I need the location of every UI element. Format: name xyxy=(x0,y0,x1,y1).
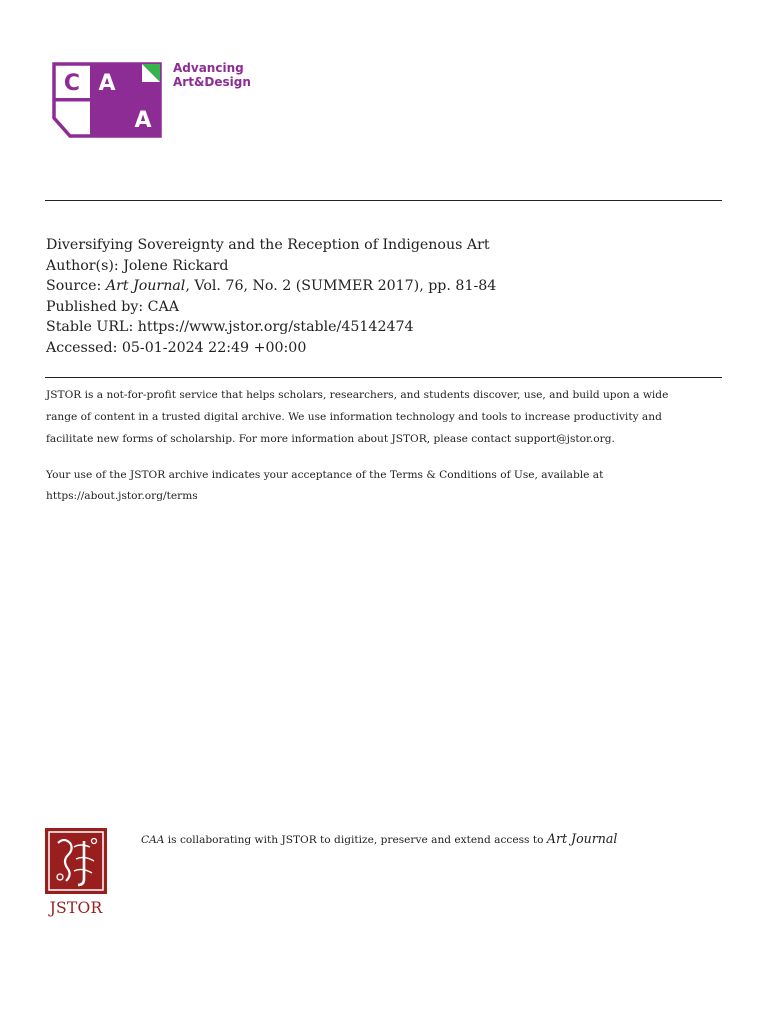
jstor-about-line-2: range of content in a trusted digital archive. We use information technology and tools to increase productivity and xyxy=(46,411,662,423)
jstor-wordmark: JSTOR xyxy=(49,899,103,917)
stable-url-line xyxy=(46,317,726,338)
caa-tagline xyxy=(173,62,263,89)
jstor-logo xyxy=(44,827,110,919)
collab-publisher: CAA xyxy=(141,834,165,846)
terms-line-1: Your use of the JSTOR archive indicates your acceptance of the Terms & Conditions of Use, available at xyxy=(46,469,604,481)
stable-url-link[interactable]: https://www.jstor.org/stable/45142474 xyxy=(137,319,414,336)
jstor-about-line-1: JSTOR is a not-for-profit service that helps scholars, researchers, and students discover, use, and build upon a wide xyxy=(46,389,669,401)
accessed-line xyxy=(46,338,726,359)
stable-url-label: Stable URL: xyxy=(46,319,134,336)
author-label: Author(s): xyxy=(46,257,119,274)
caa-logo-letter-c: C xyxy=(63,71,81,96)
accessed-label: Accessed: xyxy=(46,339,118,356)
author-line xyxy=(46,256,726,277)
caa-logo-letter-a2: A xyxy=(134,108,152,133)
source-line xyxy=(46,276,726,297)
jstor-about-paragraph xyxy=(46,384,726,450)
collab-journal: Art Journal xyxy=(546,831,618,846)
collab-text: is collaborating with JSTOR to digitize, preserve and extend access to xyxy=(164,834,547,846)
caa-logo xyxy=(52,62,252,138)
terms-link[interactable]: https://about.jstor.org/terms xyxy=(46,489,198,502)
source-label: Source: xyxy=(46,278,102,295)
caa-logo-letter-a1: A xyxy=(98,71,116,96)
article-title: Diversifying Sovereignty and the Reception of Indigenous Art xyxy=(46,237,490,253)
publisher-label: Published by: xyxy=(46,298,144,315)
jstor-about-line-3: facilitate new forms of scholarship. For more information about JSTOR, please contact support@jstor.org. xyxy=(46,433,615,445)
publisher-name: CAA xyxy=(147,298,179,315)
terms-paragraph xyxy=(46,465,726,506)
caa-logo-divider xyxy=(54,98,90,102)
middle-divider xyxy=(45,377,722,378)
top-divider xyxy=(45,200,722,201)
accessed-date: 05-01-2024 22:49 +00:00 xyxy=(121,339,307,356)
author-name: Jolene Rickard xyxy=(123,257,229,274)
publisher-line xyxy=(46,297,726,318)
jstor-seal-icon xyxy=(44,827,108,895)
journal-title: Art Journal xyxy=(105,278,186,295)
caa-tagline-line1: Advancing xyxy=(173,61,244,75)
caa-logo-mark xyxy=(52,62,164,138)
caa-tagline-line2: Art&Design xyxy=(173,74,251,89)
citation-block xyxy=(46,235,726,359)
collaboration-note xyxy=(141,830,741,849)
source-details: , Vol. 76, No. 2 (SUMMER 2017), pp. 81-84 xyxy=(185,278,497,295)
